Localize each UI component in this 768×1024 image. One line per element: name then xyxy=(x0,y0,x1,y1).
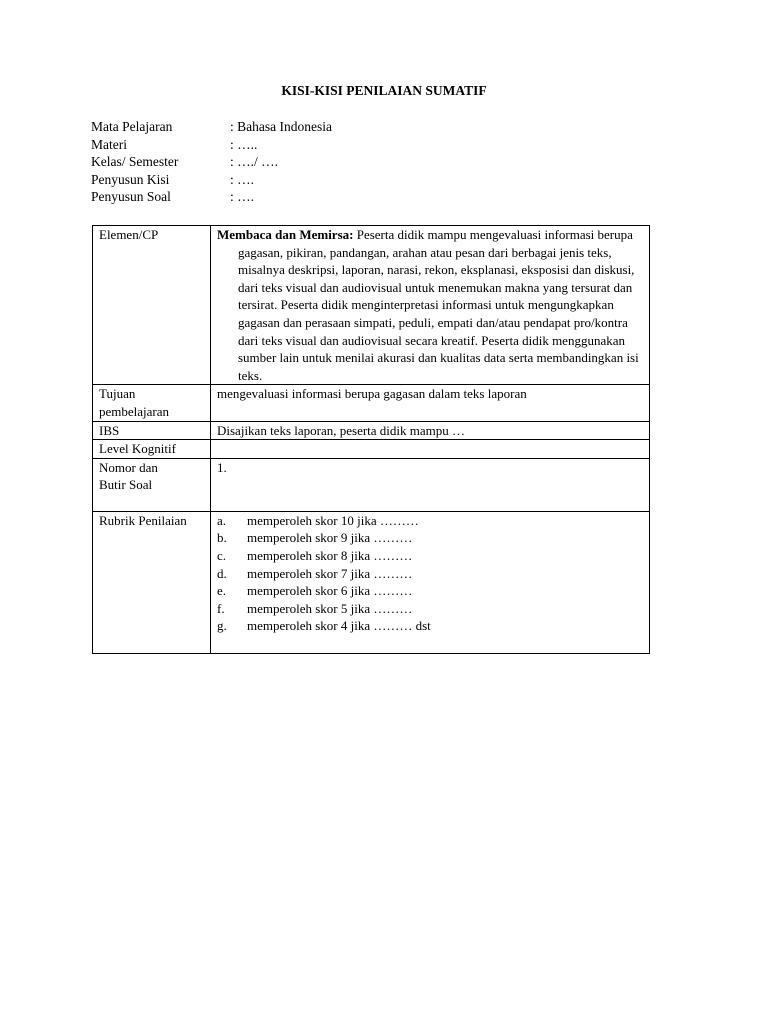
list-text: memperoleh skor 9 jika ……… xyxy=(247,530,413,546)
table-row-nomor xyxy=(93,458,650,511)
level-label: Level Kognitif xyxy=(93,440,211,459)
nomor-label-line1: Nomor dan xyxy=(99,459,158,475)
list-item xyxy=(217,565,644,583)
info-value: : …. xyxy=(230,171,255,187)
info-label: Mata Pelajaran xyxy=(91,119,173,134)
tujuan-label-line2: pembelajaran xyxy=(99,403,170,419)
list-text: memperoleh skor 8 jika ……… xyxy=(247,547,413,563)
elemen-bold: Membaca dan Memirsa: xyxy=(217,227,354,242)
nomor-label xyxy=(93,458,211,511)
elemen-cell xyxy=(211,226,650,385)
rubrik-label: Rubrik Penilaian xyxy=(93,511,211,653)
info-label: Materi xyxy=(91,136,127,152)
list-text: memperoleh skor 6 jika ……… xyxy=(247,583,413,599)
info-value: : Bahasa Indonesia xyxy=(230,119,332,134)
list-item xyxy=(217,582,644,600)
table-row-ibs xyxy=(93,421,650,440)
ibs-label: IBS xyxy=(93,421,211,440)
tujuan-label-line1: Tujuan xyxy=(99,386,136,402)
info-value: : …. xyxy=(230,189,255,204)
table-row-elemen xyxy=(93,226,650,385)
list-marker: f. xyxy=(217,600,225,616)
tujuan-text: mengevaluasi informasi berupa gagasan dalam teks laporan xyxy=(211,385,650,421)
table-row-tujuan xyxy=(93,385,650,421)
info-block xyxy=(91,118,332,206)
elemen-label: Elemen/CP xyxy=(93,226,211,385)
list-marker: a. xyxy=(217,512,227,528)
rubrik-cell xyxy=(211,511,650,653)
level-text xyxy=(211,440,650,459)
table-row-level xyxy=(93,440,650,459)
info-row-mata-pelajaran xyxy=(91,118,332,136)
info-row-materi xyxy=(91,136,332,154)
info-value: : …./ …. xyxy=(230,154,279,169)
document-title: KISI-KISI PENILAIAN SUMATIF xyxy=(281,83,487,98)
kisi-table xyxy=(92,225,650,654)
list-item xyxy=(217,512,644,530)
nomor-text: 1. xyxy=(211,458,650,511)
list-marker: c. xyxy=(217,547,227,563)
list-item xyxy=(217,600,644,618)
list-text: memperoleh skor 4 jika ……… dst xyxy=(247,618,431,634)
rubrik-list xyxy=(217,512,644,635)
info-label: Kelas/ Semester xyxy=(91,154,179,169)
list-text: memperoleh skor 7 jika ……… xyxy=(247,565,413,581)
tujuan-label xyxy=(93,385,211,421)
info-row-kelas-semester xyxy=(91,153,332,171)
info-label: Penyusun Soal xyxy=(91,189,171,204)
list-text: memperoleh skor 10 jika ……… xyxy=(247,512,419,528)
elemen-text xyxy=(217,226,644,384)
info-row-penyusun-soal xyxy=(91,188,332,206)
list-marker: b. xyxy=(217,530,227,546)
table-row-rubrik xyxy=(93,511,650,653)
elemen-body: Peserta didik mampu mengevaluasi informasi berupa gagasan, pikiran, pandangan, arahan atau pesan dari berbagai jenis teks, misalnya deskripsi, laporan, narasi, rekon, eksplanasi, eksposisi dan diskusi, dari teks visual dan audiovisual untuk menemukan makna yang tersurat dan tersirat. Peserta didik menginterpretasi informasi untuk mengungkapkan gagasan dan perasaan simpati, peduli, empati dan/atau pendapat pro/kontra dari teks visual dan audiovisual secara kreatif. Peserta didik menggunakan sumber lain untuk menilai akurasi dan kualitas data serta membandingkan isi teks. xyxy=(238,227,639,383)
info-label: Penyusun Kisi xyxy=(91,171,170,187)
info-row-penyusun-kisi xyxy=(91,171,332,189)
list-marker: g. xyxy=(217,618,227,634)
list-marker: e. xyxy=(217,583,227,599)
list-item xyxy=(217,617,644,635)
nomor-label-line2: Butir Soal xyxy=(99,477,153,493)
list-marker: d. xyxy=(217,565,227,581)
ibs-text: Disajikan teks laporan, peserta didik mampu … xyxy=(211,421,650,440)
list-text: memperoleh skor 5 jika ……… xyxy=(247,600,413,616)
list-item xyxy=(217,547,644,565)
info-value: : ….. xyxy=(230,136,258,152)
list-item xyxy=(217,529,644,547)
